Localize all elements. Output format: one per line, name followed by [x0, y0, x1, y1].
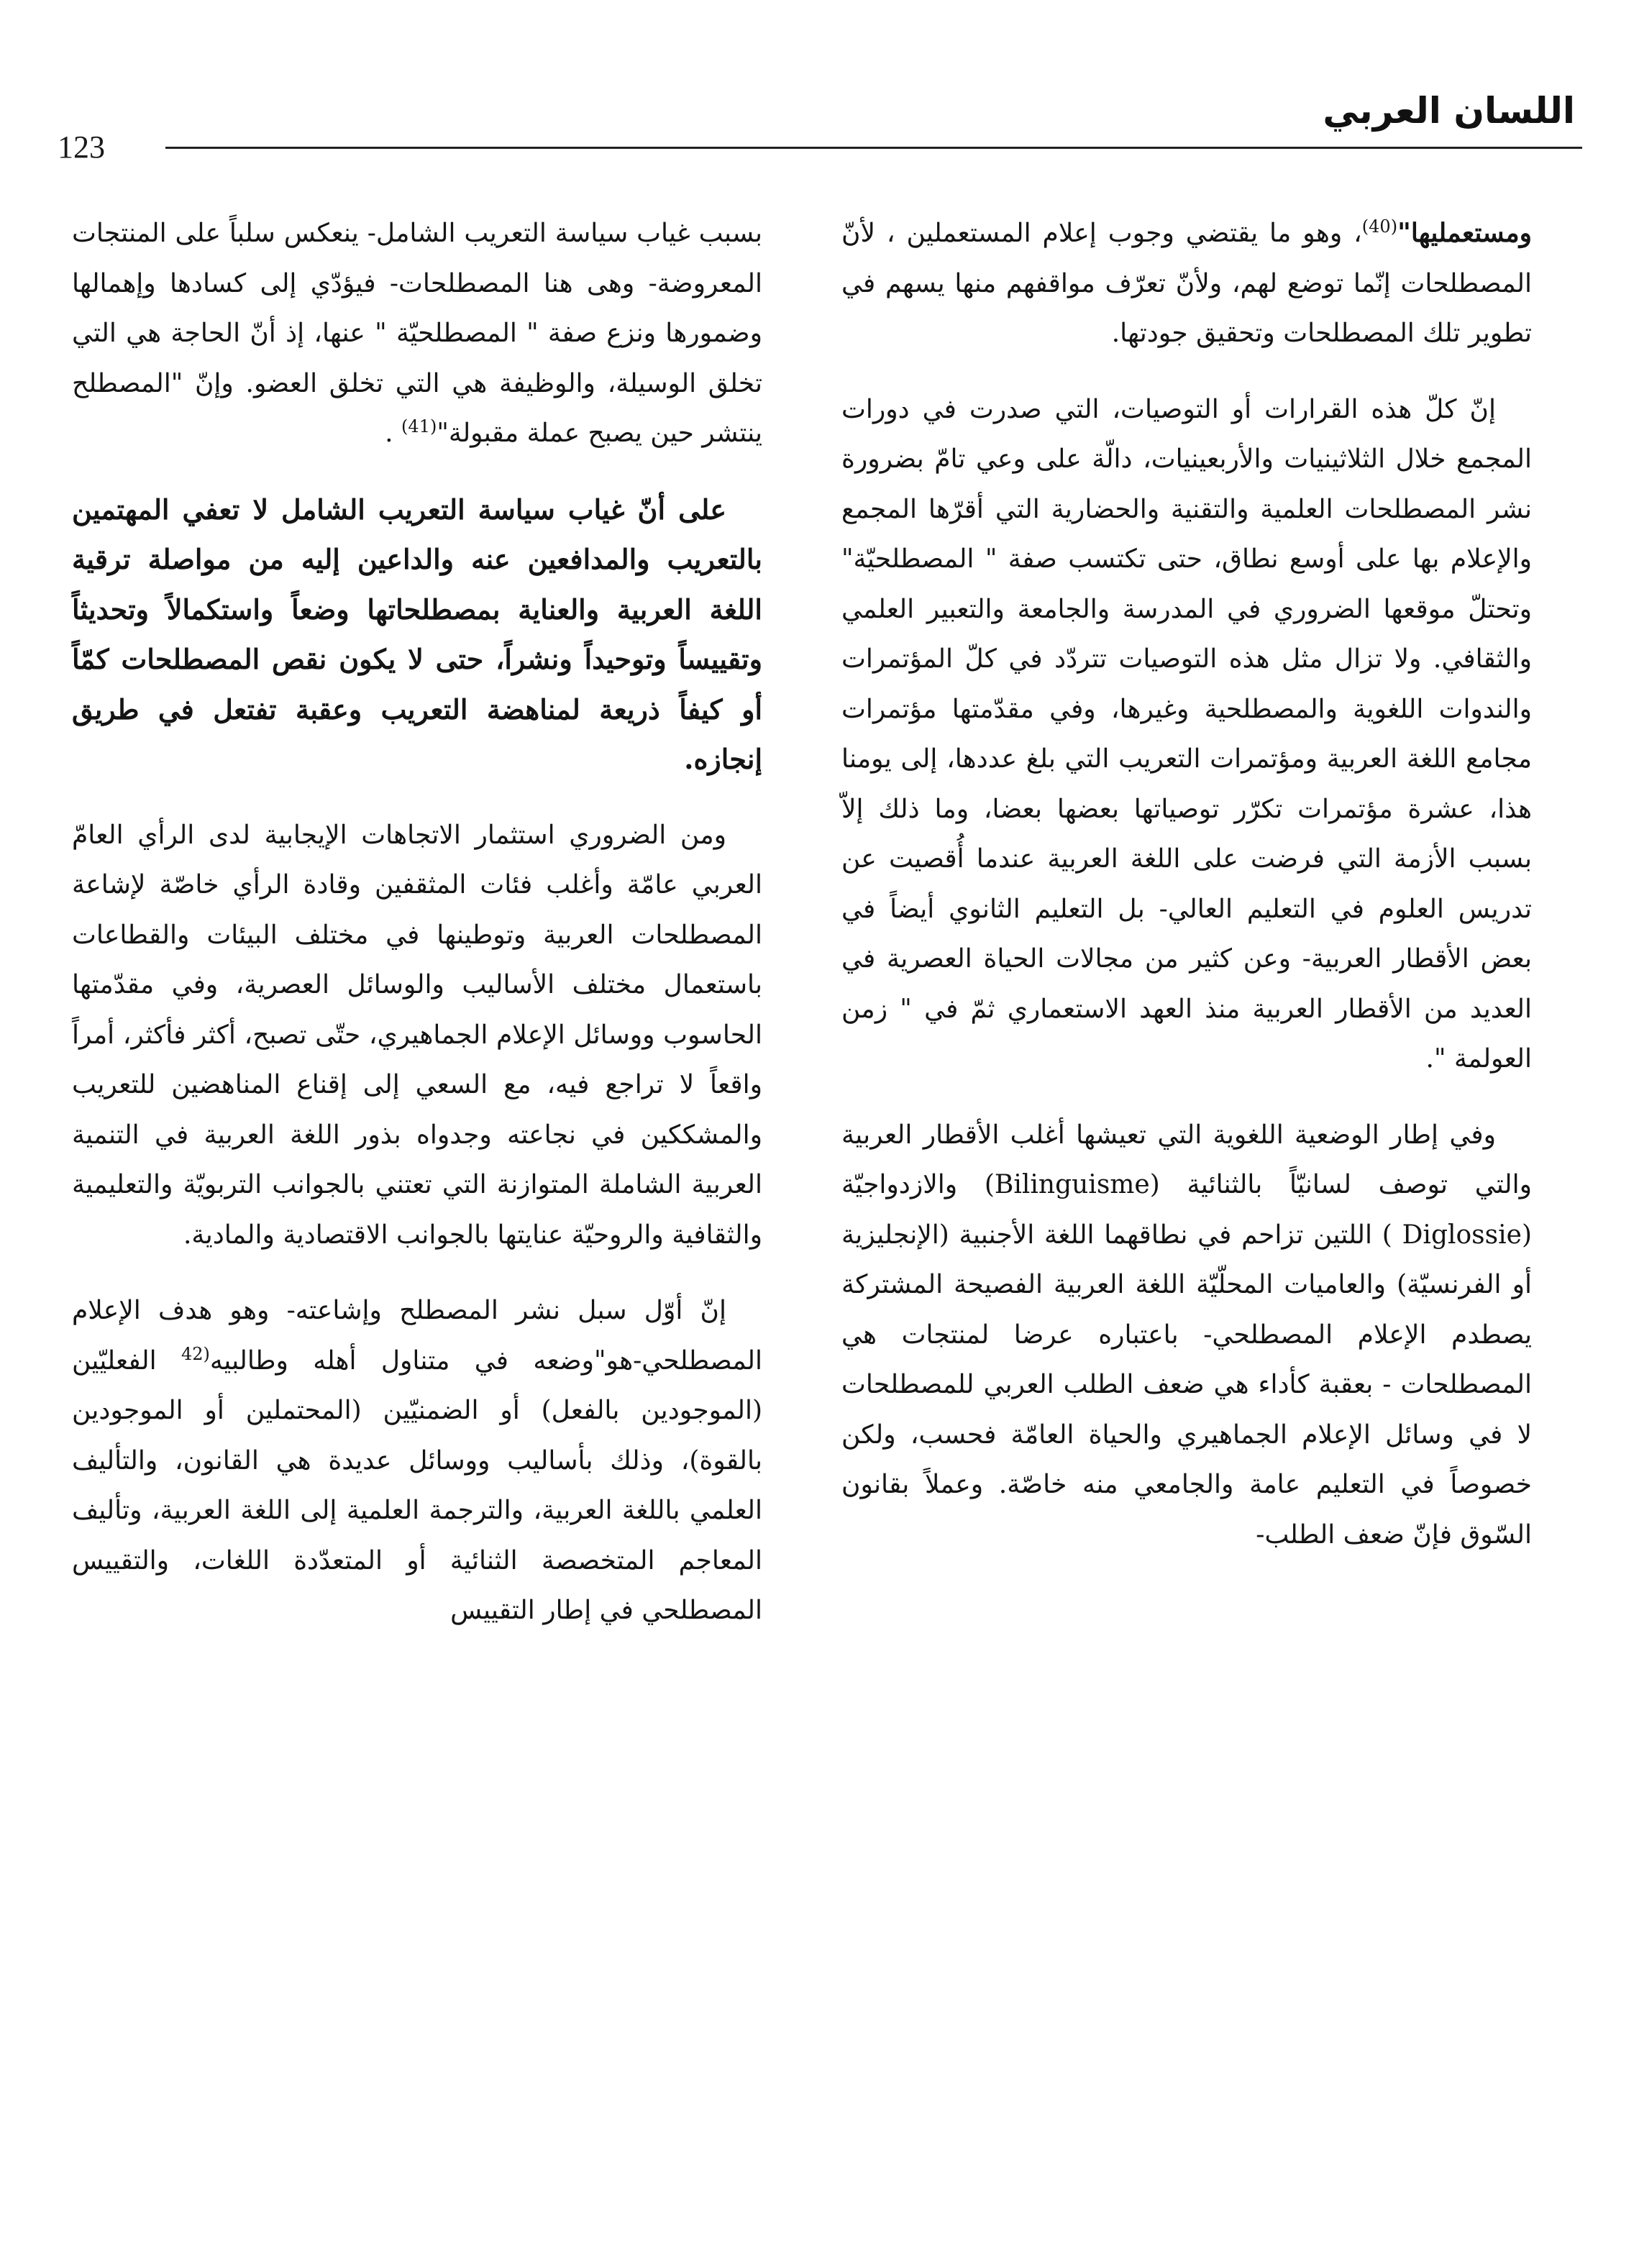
- right-paragraph-3: وفي إطار الوضعية اللغوية التي تعيشها أغلب الأقطار العربية والتي توصف لسانيّاً بالثنائية (Bilinguisme) والازدواجيّة (Diglossie ) اللتين تزاحم في نطاقهما اللغة الأجنبية (الإنجليزية أو الفرنسيّة) والعاميات المحلّيّة اللغة العربية الفصيحة المشتركة يصطدم الإعلام المصطلحي- باعتباره عرضا لمنتجات هي المصطلحات - بعقبة كأداء هي ضعف الطلب العربي للمصطلحات لا في وسائل الإعلام الجماهيري والحياة العامّة فحسب، ولكن خصوصاً في التعليم عامة والجامعي منه خاصّة. وعملاً بقانون السّوق فإنّ ضعف الطلب-: [841, 1120, 1532, 1550]
- left-paragraph-4-a: إنّ أوّل سبل نشر المصطلح وإشاعته- وهو هدف الإعلام المصطلحي-هو"وضعه في متناول أهله وطالبيه: [72, 1296, 762, 1376]
- left-paragraph-2-bold: على أنّ غياب سياسة التعريب الشامل لا تعفي المهتمين بالتعريب والمدافعين عنه والداعين إليه من مواصلة ترقية اللغة العربية والعناية بمصطلحاتها وضعاً واستكمالاً وتحديثاً وتقييساً وتوحيداً ونشراً، حتى لا يكون نقص المصطلحات كمّاً أو كيفاً ذريعة لمناهضة التعريب وعقبة تفتعل في طريق إنجازه.: [72, 493, 762, 775]
- header-rule: [165, 147, 1582, 149]
- footnote-ref-40: (40): [1361, 216, 1398, 237]
- bold-lead-word: ومستعمليها": [1397, 218, 1532, 248]
- left-column: [72, 209, 762, 1662]
- footnote-ref-42: (42: [181, 1343, 210, 1364]
- left-paragraph-3: ومن الضروري استثمار الاتجاهات الإيجابية لدى الرأي العامّ العربي عامّة وأغلب فئات المثقفين وقادة الرأي خاصّة لإشاعة المصطلحات العربية وتوطينها في مختلف البيئات والقطاعات باستعمال مختلف الأساليب والوسائل العصرية، وفي مقدّمتها الحاسوب ووسائل الإعلام الجماهيري، حتّى تصبح، أكثر فأكثر، أمراً واقعاً لا تراجع فيه، مع السعي إلى إقناع المناهضين للتعريب والمشككين في نجاعته وجدواه بذور اللغة العربية في التنمية العربية الشاملة المتوازنة التي تعتني بالجوانب التربويّة والتعليمية والثقافية والروحيّة عنايتها بالجوانب الاقتصادية والمادية.: [72, 820, 762, 1250]
- left-paragraph-1: [72, 209, 762, 459]
- right-paragraph-1-text: ، وهو ما يقتضي وجوب إعلام المستعملين ، لأنّ المصطلحات إنّما توضع لهم، ولأنّ تعرّف مواقفهم منها يسهم في تطوير تلك المصطلحات وتحقيق جودتها.: [841, 219, 1532, 348]
- right-paragraph-1: [841, 209, 1532, 359]
- left-paragraph-1-end: .: [385, 419, 402, 448]
- page-header: [58, 86, 1582, 165]
- right-column: [841, 209, 1532, 1586]
- page-number: 123: [58, 129, 105, 165]
- left-paragraph-4-b: الفعليّين (الموجودين بالفعل) أو الضمنيّين (المحتملين أو الموجودين بالقوة)، وذلك بأساليب ووسائل عديدة هي القانون، والتأليف العلمي باللغة العربية، والترجمة العلمية إلى اللغة العربية، وتأليف المعاجم المتخصصة الثنائية أو المتعدّدة اللغات، والتقييس المصطلحي في إطار التقييس: [72, 1345, 762, 1625]
- footnote-ref-41: (41): [401, 416, 437, 436]
- left-paragraph-1-text: بسبب غياب سياسة التعريب الشامل- ينعكس سلباً على المنتجات المعروضة- وهى هنا المصطلحات- فيؤدّي إلى كسادها وإهمالها وضمورها ونزع صفة " المصطلحيّة " عنها، إذ أنّ الحاجة هي التي تخلق الوسيلة، والوظيفة هي التي تخلق العضو. وإنّ "المصطلح ينتشر حين يصبح عملة مقبولة": [72, 219, 762, 448]
- left-paragraph-4: [72, 1286, 762, 1636]
- journal-logo: اللسان العربي: [1323, 90, 1575, 132]
- right-paragraph-2: إنّ كلّ هذه القرارات أو التوصيات، التي صدرت في دورات المجمع خلال الثلاثينيات والأربعينيات، دالّة على وعي تامّ بضرورة نشر المصطلحات العلمية والتقنية والحضارية التي أقرّها المجمع والإعلام بها على أوسع نطاق، حتى تكتسب صفة " المصطلحيّة" وتحتلّ موقعها الضروري في المدرسة والجامعة والتعبير العلمي والثقافي. ولا تزال مثل هذه التوصيات تتردّد في كلّ المؤتمرات والندوات اللغوية والمصطلحية وغيرها، وفي مقدّمتها مؤتمرات مجامع اللغة العربية ومؤتمرات التعريب التي بلغ عددها، إلى يومنا هذا، عشرة مؤتمرات تكرّر توصياتها بعضها بعضا، وما ذلك إلاّ بسبب الأزمة التي فرضت على اللغة العربية عندما أُقصيت عن تدريس العلوم في التعليم العالي- بل التعليم الثانوي أيضاً في بعض الأقطار العربية- وعن كثير من مجالات الحياة العصرية في العديد من الأقطار العربية منذ العهد الاستعماري ثمّ في " زمن العولمة ".: [841, 394, 1532, 1074]
